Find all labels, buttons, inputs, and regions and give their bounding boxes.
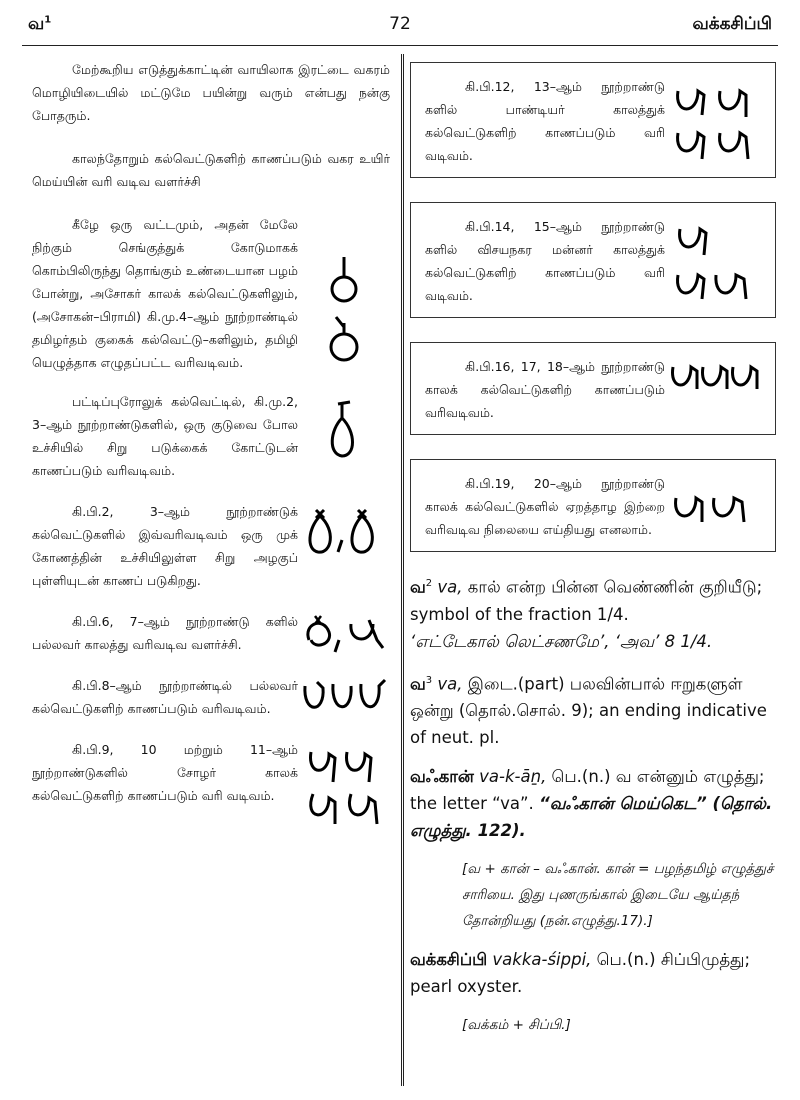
entry-vakkasippi-headword: வக்கசிப்பி <box>410 950 488 969</box>
script-desc-2: பட்டிப்புரோலுக் கல்வெட்டில், கி.மு.2, 3–ஆம் நூற்றாண்டுகளில், ஒரு குடுவை போல உச்சியில் சிறு படுக்கைக் கோட்டுடன் காணப்படும் வரிவடிவம். <box>32 394 298 478</box>
glyph-pandya-va <box>665 75 765 165</box>
script-row-1 <box>32 213 390 374</box>
glyph-triangle-va <box>298 500 390 558</box>
header-right-headword: வக்கசிப்பி <box>692 14 772 34</box>
script-box-4 <box>410 459 776 552</box>
script-box-1 <box>410 62 776 178</box>
intro-paragraph-2: காலந்தோறும் கல்வெட்டுகளிற் காணப்படும் வகர உயிர் மெய்யின் வரி வடிவ வளர்ச்சி <box>32 151 390 189</box>
page-number: 72 <box>389 14 411 34</box>
script-row-2 <box>32 390 390 482</box>
script-box-row-1 <box>425 75 765 167</box>
column-divider <box>401 54 404 1086</box>
left-column <box>32 58 390 846</box>
entry-va2-quote: ‘எட்டேகால் லெட்சணமே’, ‘அவ’ 8 1/4. <box>410 631 713 651</box>
script-row-6 <box>32 738 390 828</box>
script-desc-4: கி.பி.6, 7–ஆம் நூற்றாண்டு களில் பல்லவர் காலத்து வரிவடிவ வளர்ச்சி. <box>32 614 298 652</box>
script-desc-6: கி.பி.9, 10 மற்றும் 11–ஆம் நூற்றாண்டுகளில் சோழர் காலக் கல்வெட்டுகளிற் காணப்படும் வரி வடிவம். <box>32 742 298 803</box>
script-box-row-2 <box>425 215 765 307</box>
script-desc-5: கி.பி.8–ஆம் நூற்றாண்டில் பல்லவர் கல்வெட்டுகளிற் காணப்படும் வரிவடிவம். <box>32 678 298 716</box>
entry-vakkasippi <box>410 946 776 1000</box>
script-box-desc-3: கி.பி.16, 17, 18–ஆம் நூற்றாண்டு காலக் கல்வெட்டுகளிற் காணப்படும் வரிவடிவம். <box>425 359 665 420</box>
entry-vakkasippi-translit: vakka-śippi, <box>492 950 592 969</box>
script-row-4 <box>32 610 390 656</box>
header-left-sup: 1 <box>44 14 52 26</box>
glyph-modern-va <box>665 472 765 530</box>
entry-va2-headword: வ <box>410 577 426 597</box>
script-box-3 <box>410 342 776 435</box>
etymology-vakkasippi: [வக்கம் + சிப்பி.] <box>462 1017 571 1033</box>
entry-vakan <box>410 763 776 844</box>
script-box-row-4 <box>425 472 765 541</box>
entry-va3-sup: 3 <box>425 674 433 686</box>
script-box-row-3 <box>425 355 765 424</box>
header-rule <box>22 45 778 46</box>
entry-va2-definition: கால் என்ற பின்ன வெண்ணின் குறியீடு; symbol of the fraction 1/4. <box>410 577 763 624</box>
entry-va2 <box>410 570 776 655</box>
entry-va2-sup: 2 <box>425 578 433 589</box>
script-box-desc-2: கி.பி.14, 15–ஆம் நூற்றாண்டு களில் விசயநகர மன்னர் காலத்துக் கல்வெட்டுகளிற் காணப்படும் வரி வடிவம். <box>425 219 665 303</box>
etymology-vakan: [வ + கான் – வஃகான். கான் = பழந்தமிழ் எழுத்துச் சாரியை. இது புணருங்கால் இடையே ஆய்தந் தோன்றியது (நன்.எழுத்து.17).] <box>462 861 774 929</box>
page-header <box>28 14 772 42</box>
script-box-desc-4: கி.பி.19, 20–ஆம் நூற்றாண்டு காலக் கல்வெட்டுகளில் ஏறத்தாழ இற்றை வரிவடிவ நிலையை எய்தியது எனலாம். <box>425 476 665 537</box>
entry-vakkasippi-definition: பெ.(n.) சிப்பிமுத்து; pearl oxyster. <box>410 950 751 996</box>
script-desc-3: கி.பி.2, 3–ஆம் நூற்றாண்டுக் கல்வெட்டுகளில் இவ்வரிவடிவம் ஒரு முக் கோணத்தின் உச்சியிலுள்ள சிறு அழகுப் புள்ளியுடன் காணப் படுகிறது. <box>32 504 298 588</box>
glyph-brahmi-va <box>298 213 390 373</box>
glyph-chola-va <box>298 738 390 828</box>
entry-va2-translit: va, <box>437 577 463 597</box>
header-left-text: வ <box>28 14 45 34</box>
script-row-5 <box>32 674 390 720</box>
entry-va3-headword: வ <box>410 674 426 693</box>
script-row-3 <box>32 500 390 592</box>
glyph-vijayanagara-va <box>665 215 765 305</box>
glyph-pallava-va <box>298 610 390 656</box>
intro-paragraph-1: மேற்கூறிய எடுத்துக்காட்டின் வாயிலாக இரட்டை வகரம் மொழியிடையில் மட்டுமே பயின்று வரும் என்பது நன்கு போதரும். <box>32 62 390 123</box>
entry-vakan-definition: பெ.(n.) வ என்னும் எழுத்து; the letter “va”. <box>410 767 765 813</box>
entry-va3 <box>410 667 776 752</box>
glyph-late-medieval-va <box>665 355 765 399</box>
script-desc-1: கீழே ஒரு வட்டமும், அதன் மேலே நிற்கும் செங்குத்துக் கோடுமாகக் கொம்பிலிருந்து தொங்கும் உண்டையான பழம் போன்று, அசோகர் காலக் கல்வெட்டுகளிலும், (அசோகன்–பிராமி) கி.மு.4–ஆம் நூற்றாண்டில் தமிழர்தம் குகைக் கல்வெட்டு–களிலும், தமிழி யெழுத்தாக எழுதப்பட்ட வரிவடிவம். <box>32 217 298 370</box>
glyph-bhattiprolu-va <box>298 390 390 462</box>
entry-vakan-translit: va-k-āṉ, <box>479 767 547 786</box>
entry-vakan-headword: வஃகான் <box>410 767 474 786</box>
entry-va3-definition: இடை.(part) பலவின்பால் ஈறுகளுள் ஒன்று (தொல்.சொல். 9); an ending indicative of neut. pl. <box>410 674 767 747</box>
entry-vakan-quote: “வஃகான் மெய்கெட” (தொல். எழுத்து. 122). <box>410 794 773 840</box>
script-box-2 <box>410 202 776 318</box>
entry-va3-translit: va, <box>437 674 463 693</box>
glyph-pallava-late-va <box>298 674 390 718</box>
right-column <box>410 58 776 1050</box>
script-box-desc-1: கி.பி.12, 13–ஆம் நூற்றாண்டு களில் பாண்டியர் காலத்துக் கல்வெட்டுகளிற் காணப்படும் வரி வடிவம். <box>425 79 665 163</box>
